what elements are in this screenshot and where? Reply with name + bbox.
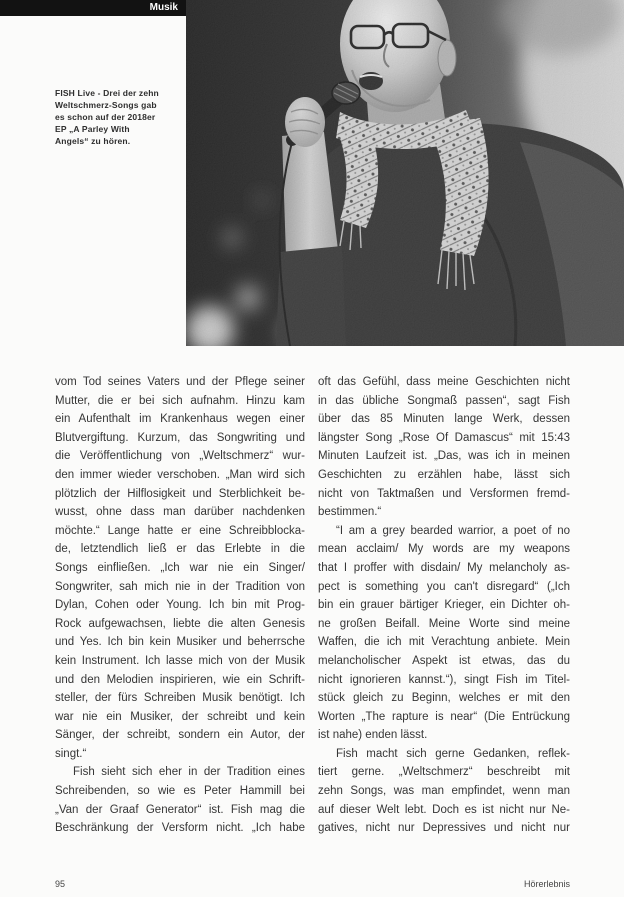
- body-line: Rock aufgewachsen, liebte die alten Genesis: [55, 617, 305, 630]
- body-line: gatives, nicht nur Depressives und nicht nur: [318, 822, 570, 835]
- body-line: möchte.“ Lange hatte er eine Schreibblocka-: [55, 524, 305, 537]
- body-line: und Yes. Ich bin kein Musiker und beherrsche: [55, 636, 305, 649]
- body-line: bestimmen.“: [318, 506, 382, 519]
- body-line: Fish macht sich gerne Gedanken, reflek-: [336, 747, 570, 760]
- photo-caption: [55, 87, 183, 147]
- body-line: wusst, ohne dass man darüber nachdenken: [55, 506, 305, 519]
- caption-line: FISH Live - Drei der zehn: [55, 88, 159, 98]
- body-line: melancholischer Aspekt ist etwas, das du: [318, 654, 570, 667]
- paragraph: [55, 373, 305, 763]
- body-line: de, letztendlich ließ er das Erlebte in die: [55, 543, 305, 556]
- body-line: Blutvergiftung. Kurzum, das Songwriting und: [55, 431, 305, 444]
- concert-photo: [186, 0, 624, 346]
- paragraph: [318, 373, 570, 522]
- body-line: Mutter, die er bei sich aufnahm. Hinzu kam: [55, 394, 305, 407]
- body-line: Songs einfließen. „Ich war nie ein Singer/: [55, 561, 305, 574]
- body-line: singt.“: [55, 747, 87, 760]
- paragraph: [318, 522, 570, 745]
- body-line: und den Melodien inspirieren, wie ein Schrift-: [55, 673, 305, 686]
- body-line: über das 85 Minuten lange Werk, dessen: [318, 413, 570, 426]
- magazine-section-label: Hörerlebnis: [523, 879, 570, 889]
- body-line: „Van der Graaf Generator“ ist. Fish mag die: [55, 803, 305, 816]
- body-line: that I proffer with disdain/ My melancholy as-: [318, 561, 570, 574]
- text-column-right: [318, 373, 570, 838]
- caption-line: es schon auf der 2018er: [55, 112, 156, 122]
- body-line: die Veröffentlichung von „Weltschmerz“ wur-: [55, 450, 305, 463]
- section-tab-label: Musik: [149, 2, 178, 13]
- body-line: Beschränkung der Versform nicht. „Ich habe: [55, 822, 305, 835]
- body-line: auf dieser Welt lebt. Doch es ist nicht nur Ne-: [318, 803, 570, 816]
- body-line: Schreibenden, so wie es Peter Hammill bei: [55, 785, 305, 798]
- body-line: ein Aufenthalt im Krankenhaus wegen einer: [55, 413, 305, 426]
- body-line: den immer wieder verschoben. „Man wird sich: [55, 468, 305, 481]
- body-line: war nie ein Musiker, der schreibt und kein: [55, 710, 305, 723]
- paragraph: [55, 763, 305, 837]
- body-line: Geschichten zu erzählen habe, lässt sich: [318, 468, 570, 481]
- body-line: Dylan, Cohen oder Young. Ich bin mit Prog-: [55, 599, 305, 612]
- caption-line: Angels“ zu hören.: [55, 136, 131, 146]
- caption-line: EP „A Parley With: [55, 124, 130, 134]
- body-line: plötzlich der Hilflosigkeit und Sterblichkeit be-: [55, 487, 305, 500]
- body-line: oft das Gefühl, dass meine Geschichten nicht: [318, 376, 570, 388]
- body-line: vom Tod seines Vaters und der Pflege seiner: [55, 376, 305, 388]
- body-line: steller, der fürs Schreiben Musik benötigt. Ich: [55, 692, 305, 705]
- body-line: ne großen Beifall. Meine Worte sind meine: [318, 617, 570, 630]
- body-line: Fish sieht sich eher in der Tradition eines: [73, 766, 305, 779]
- body-line: ist nahe) enden lässt.: [318, 729, 428, 742]
- body-line: Worten „The rapture is near“ (Die Entrückung: [318, 710, 570, 723]
- body-line: stück gleich zu Beginn, welches er mit den: [318, 692, 570, 705]
- page-number: 95: [55, 879, 66, 889]
- section-tab: [0, 0, 186, 16]
- concert-photo-image: [186, 0, 624, 346]
- body-line: tiert gerne. „Weltschmerz“ beschreibt mit: [318, 766, 570, 779]
- body-line: pect is something you can't disregard“ („Ich: [318, 580, 570, 593]
- body-line: zehn Songs, was man empfindet, wenn man: [318, 785, 570, 798]
- caption-line: Weltschmerz-Songs gab: [55, 100, 157, 110]
- body-line: Songwriter, sah mich nie in der Tradition von: [55, 580, 305, 593]
- body-line: nicht ignorieren kannst.“), singt Fish im Titel-: [318, 673, 570, 686]
- paragraph: [318, 745, 570, 838]
- body-line: längster Song „Rose Of Damascus“ mit 15:43: [318, 431, 570, 444]
- body-line: “I am a grey bearded warrior, a poet of no: [336, 524, 570, 537]
- body-line: in das übliche Songmaß passen“, sagt Fish: [318, 394, 570, 407]
- body-line: mean acclaim/ My words are my weapons: [318, 543, 570, 556]
- body-line: kein Instrument. Ich lasse mich von der Musik: [55, 654, 305, 667]
- photo-grain: [186, 0, 624, 346]
- body-line: Waffen, die ich mit Verachtung anbiete. Mein: [318, 636, 570, 649]
- body-line: bin ein grauer bärtiger Krieger, ein Dichter oh-: [318, 599, 570, 612]
- body-line: nicht von Taktmaßen und Versformen fremd-: [318, 487, 570, 500]
- body-line: Minuten Laufzeit ist. „Das, was ich in meinen: [318, 450, 570, 463]
- text-column-left: [55, 373, 305, 838]
- body-line: Sänger, der schreibt, sondern ein Autor, der: [55, 729, 305, 742]
